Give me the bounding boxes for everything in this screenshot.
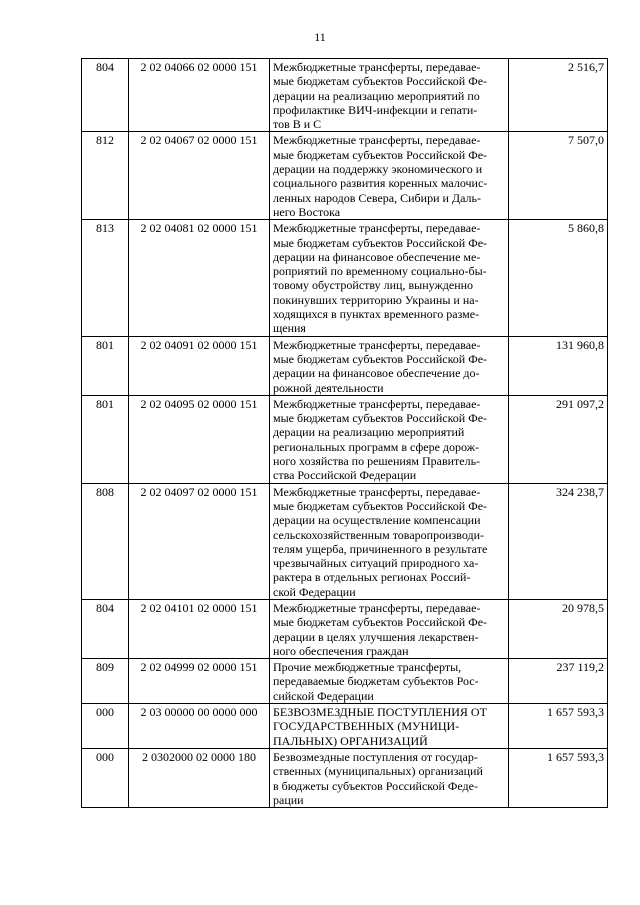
amount-cell: 291 097,2: [509, 395, 608, 483]
revenue-name-cell: Межбюджетные трансферты, передавае- мые бюджетам субъектов Российской Фе- дерации в целях улучшения лекарствен- ного обеспечения граждан: [270, 599, 509, 658]
amount-cell: 237 119,2: [509, 659, 608, 704]
admin-code-cell: 812: [82, 132, 129, 220]
revenue-name-cell: Безвозмездные поступления от государ- ственных (муниципальных) организаций в бюджеты субъектов Российской Феде- рации: [270, 748, 509, 807]
budget-revenue-table: [81, 58, 608, 808]
budget-classification-code-cell: 2 02 04066 02 0000 151: [129, 59, 270, 132]
amount-cell: 1 657 593,3: [509, 748, 608, 807]
budget-classification-code-cell: 2 02 04091 02 0000 151: [129, 336, 270, 395]
revenue-name-cell: БЕЗВОЗМЕЗДНЫЕ ПОСТУПЛЕНИЯ ОТ ГОСУДАРСТВЕННЫХ (МУНИЦИ- ПАЛЬНЫХ) ОРГАНИЗАЦИЙ: [270, 704, 509, 749]
page-number: 11: [314, 30, 326, 44]
table-row: [82, 132, 608, 220]
amount-cell: 324 238,7: [509, 483, 608, 599]
revenue-name-cell: Межбюджетные трансферты, передавае- мые бюджетам субъектов Российской Фе- дерации на поддержку экономического и социального развития коренных малочис- ленных народов Севера, Сибири и Даль- него Востока: [270, 132, 509, 220]
budget-classification-code-cell: 2 03 00000 00 0000 000: [129, 704, 270, 749]
revenue-name-cell: Межбюджетные трансферты, передавае- мые бюджетам субъектов Российской Фе- дерации на реализацию мероприятий региональных программ в сфере дорож- ного хозяйства по решениям Правитель- ства Российской Федерации: [270, 395, 509, 483]
amount-cell: 131 960,8: [509, 336, 608, 395]
admin-code-cell: 808: [82, 483, 129, 599]
table-row: [82, 336, 608, 395]
budget-classification-code-cell: 2 02 04101 02 0000 151: [129, 599, 270, 658]
amount-cell: 5 860,8: [509, 220, 608, 336]
revenue-name-cell: Межбюджетные трансферты, передавае- мые бюджетам субъектов Российской Фе- дерации на осуществление компенсации сельскохозяйственным товаропроизводи- телям ущерба, причиненного в результате чрезвычайных ситуаций природного ха- рактера в отдельных регионах Россий- ской Федерации: [270, 483, 509, 599]
budget-classification-code-cell: 2 02 04999 02 0000 151: [129, 659, 270, 704]
amount-cell: 7 507,0: [509, 132, 608, 220]
admin-code-cell: 801: [82, 336, 129, 395]
amount-cell: 1 657 593,3: [509, 704, 608, 749]
amount-cell: 20 978,5: [509, 599, 608, 658]
admin-code-cell: 813: [82, 220, 129, 336]
table-row: [82, 220, 608, 336]
budget-classification-code-cell: 2 02 04081 02 0000 151: [129, 220, 270, 336]
table-row: [82, 395, 608, 483]
admin-code-cell: 804: [82, 599, 129, 658]
budget-classification-code-cell: 2 02 04097 02 0000 151: [129, 483, 270, 599]
budget-classification-code-cell: 2 02 04095 02 0000 151: [129, 395, 270, 483]
table-row: [82, 748, 608, 807]
admin-code-cell: 804: [82, 59, 129, 132]
budget-classification-code-cell: 2 0302000 02 0000 180: [129, 748, 270, 807]
revenue-name-cell: Прочие межбюджетные трансферты, передаваемые бюджетам субъектов Рос- сийской Федерации: [270, 659, 509, 704]
revenue-name-cell: Межбюджетные трансферты, передавае- мые бюджетам субъектов Российской Фе- дерации на реализацию мероприятий по профилактике ВИЧ-инфекции и гепати- тов В и С: [270, 59, 509, 132]
revenue-name-cell: Межбюджетные трансферты, передавае- мые бюджетам субъектов Российской Фе- дерации на финансовое обеспечение до- рожной деятельности: [270, 336, 509, 395]
admin-code-cell: 000: [82, 748, 129, 807]
budget-classification-code-cell: 2 02 04067 02 0000 151: [129, 132, 270, 220]
admin-code-cell: 801: [82, 395, 129, 483]
admin-code-cell: 809: [82, 659, 129, 704]
table-row: [82, 659, 608, 704]
table-row: [82, 704, 608, 749]
revenue-name-cell: Межбюджетные трансферты, передавае- мые бюджетам субъектов Российской Фе- дерации на финансовое обеспечение ме- роприятий по временному социально-бы- товому обустройству лиц, вынужденно покинувших территорию Украины и на- ходящихся в пунктах временного разме- щения: [270, 220, 509, 336]
amount-cell: 2 516,7: [509, 59, 608, 132]
admin-code-cell: 000: [82, 704, 129, 749]
table-row: [82, 599, 608, 658]
table-row: [82, 59, 608, 132]
table-row: [82, 483, 608, 599]
